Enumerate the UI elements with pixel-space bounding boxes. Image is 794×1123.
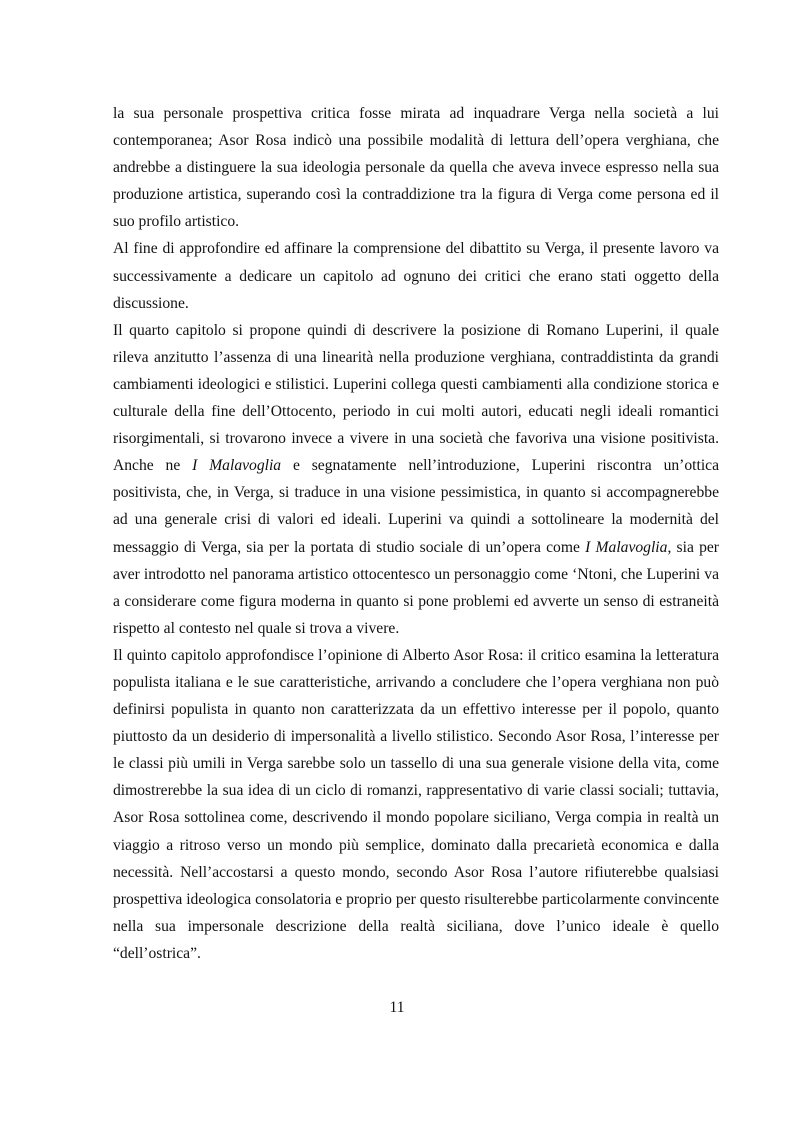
text-run: la sua personale prospettiva critica fosse mirata ad inquadrare Verga nella società a lui contemporanea; Asor Rosa indicò una possibile modalità di lettura dell’opera verghiana, che andrebbe a distinguere la sua ideologia personale da quella che aveva invece espresso nella sua produzione artistica, superando così la contraddizione tra la figura di Verga come persona ed il suo profilo artistico. xyxy=(113,105,719,231)
paragraph-1 xyxy=(113,100,719,235)
paragraph-2 xyxy=(113,235,719,316)
text-run: Il quarto capitolo si propone quindi di descrivere la posizione di Romano Luperini, il quale rileva anzitutto l’assenza di una linearità nella produzione verghiana, contraddistinta da grandi cambiamenti ideologici e stilistici. Luperini collega questi cambiamenti alla condizione storica e culturale della fine dell’Ottocento, periodo in cui molti autori, educati negli ideali romantici risorgimentali, si trovarono invece a vivere in una società che favoriva una visione positivista. Anche ne xyxy=(113,321,719,475)
text-run: e segnatamente nell’introduzione, Luperini riscontra un’ottica positivista, che, in Verga, si traduce in una visione pessimistica, in quanto si accompagnerebbe ad una generale crisi di valori ed ideali. Luperini va quindi a sottolineare la modernità del messaggio di Verga, sia per la portata di studio sociale di un’opera come xyxy=(113,457,719,556)
text-run: , sia per aver introdotto nel panorama artistico ottocentesco un personaggio come ‘Ntoni, che Luperini va a considerare come figura moderna in quanto si pone problemi ed avverte un senso di estraneità rispetto al contesto nel quale si trova a vivere. xyxy=(113,538,720,637)
paragraph-3 xyxy=(113,317,719,642)
page-number: 11 xyxy=(389,999,405,1016)
text-run: Al fine di approfondire ed affinare la comprensione del dibattito su Verga, il presente lavoro va successivamente a dedicare un capitolo ad ognuno dei critici che erano stati oggetto della discussione. xyxy=(113,240,719,312)
body-text xyxy=(113,100,719,967)
text-run: Il quinto capitolo approfondisce l’opinione di Alberto Asor Rosa: il critico esamina la letteratura populista italiana e le sue caratteristiche, arrivando a concludere che l’opera verghiana non può definirsi populista in quanto non caratterizzata da un effettivo interesse per il popolo, quanto piuttosto da un desiderio di impersonalità a livello stilistico. Secondo Asor Rosa, l’interesse per le classi più umili in Verga sarebbe solo un tassello di una sua generale visione della vita, come dimostrerebbe la sua idea di un ciclo di romanzi, rappresentativo di varie classi sociali; tuttavia, Asor Rosa sottolinea come, descrivendo il mondo popolare siciliano, Verga compia in realtà un viaggio a ritroso verso un mondo più semplice, dominato dalla precarietà economica e dalla necessità. Nell’accostarsi a questo mondo, secondo Asor Rosa l’autore rifiuterebbe qualsiasi prospettiva ideologica consolatoria e proprio per questo risulterebbe particolarmente convincente nella sua impersonale descrizione della realtà siciliana, dove l’unico ideale è quello “dell’ostrica”. xyxy=(113,646,719,962)
paragraph-4 xyxy=(113,642,719,967)
book-title-italic: I Malavoglia xyxy=(192,457,282,475)
book-title-italic: I Malavoglia xyxy=(585,538,668,556)
